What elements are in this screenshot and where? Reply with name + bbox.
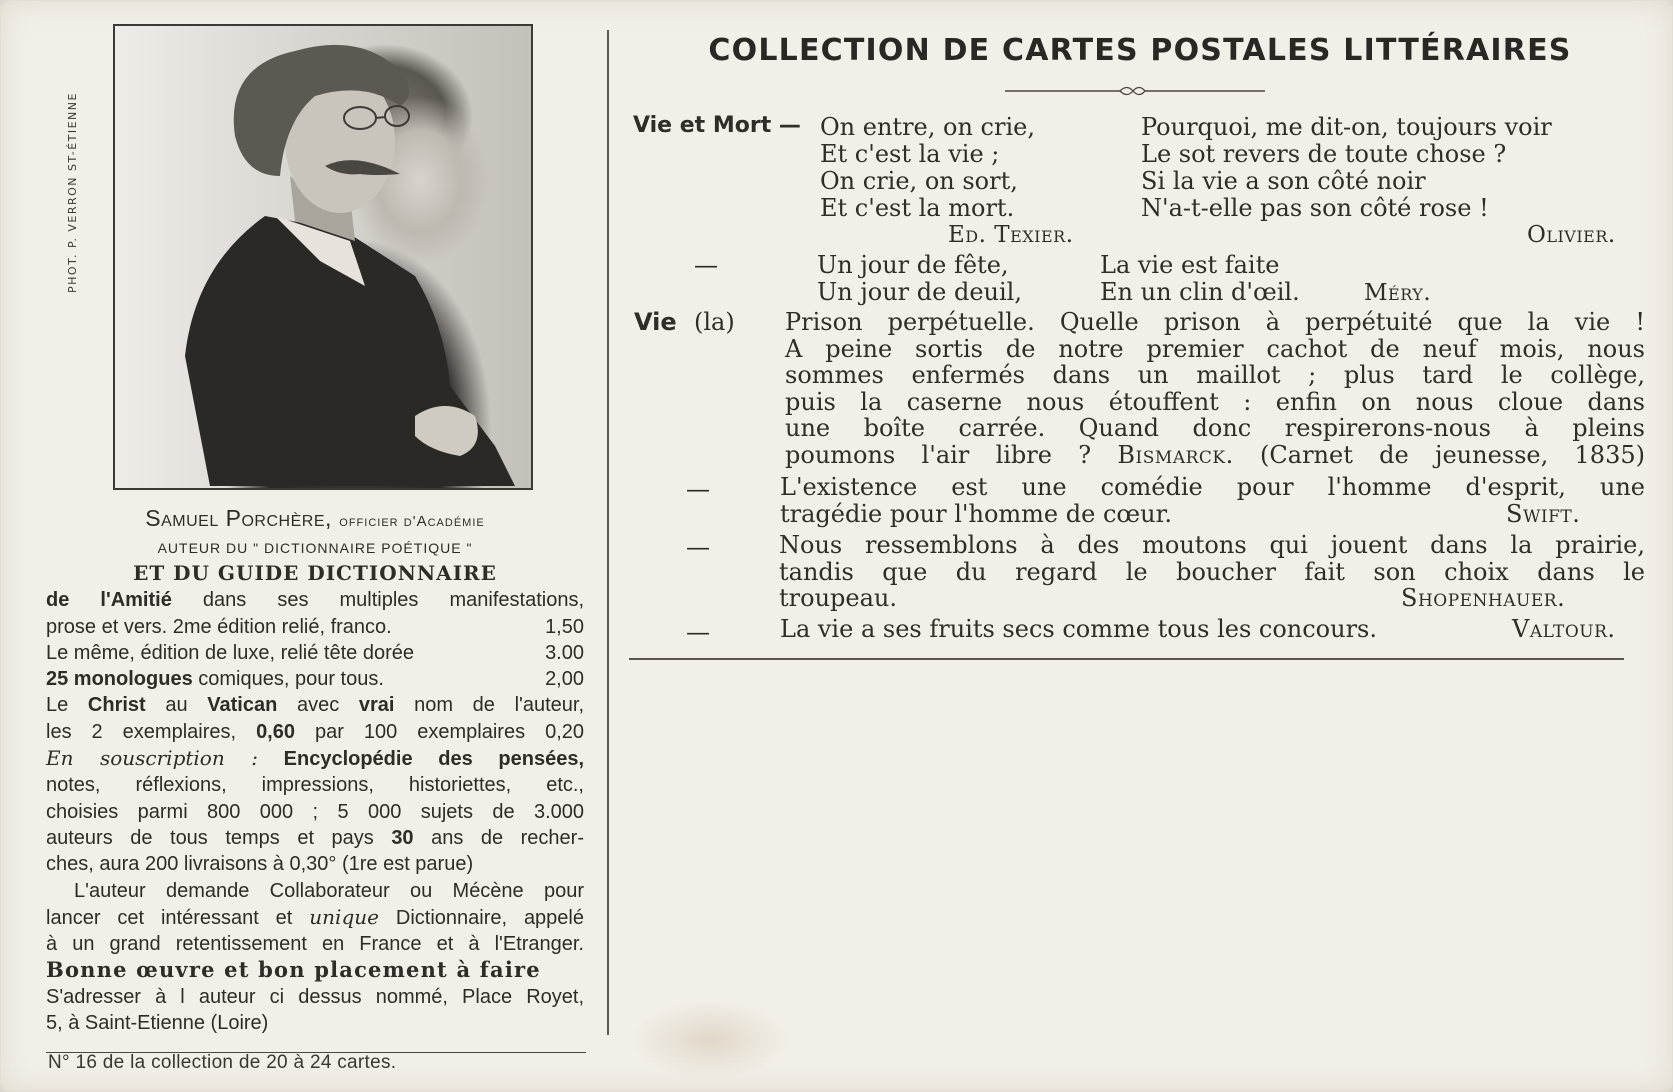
monologues-desc: comiques, pour tous. — [198, 668, 384, 691]
price-item: Le même, édition de luxe, relié tête dorée — [46, 641, 414, 664]
line-saint-etienne: 5, à Saint-Etienne (Loire) — [46, 1012, 269, 1035]
author-shopenhauer: Shopenhauer. — [1401, 584, 1566, 612]
vie-line: Prison perpétuelle. Quelle prison à perpétuité que la vie ! — [785, 308, 1645, 336]
line-auteurs — [46, 825, 584, 851]
author-swift: Swift. — [1506, 499, 1581, 528]
line-christ — [46, 692, 584, 718]
vm-left-line: On crie, on sort, — [820, 167, 1018, 195]
price-row — [46, 640, 584, 666]
vm-left-line: Et c'est la vie ; — [820, 140, 1000, 168]
text-fragment: Dictionnaire, appelé — [395, 906, 584, 929]
fete-line: Un jour de fête, — [817, 251, 1009, 279]
line-amitie — [46, 587, 584, 613]
author-subtitle: AUTEUR DU " DICTIONNAIRE POÉTIQUE " — [157, 540, 473, 557]
amitie-desc: dans ses multiples manifestations, — [202, 589, 584, 612]
author-advertisement — [46, 505, 584, 1036]
swift-line-last — [780, 501, 1645, 528]
line-lancer — [46, 904, 584, 931]
line-exemplaires — [46, 719, 584, 745]
price-value: 2,00 — [545, 668, 584, 691]
photo-credit: PHOT. P. VERRON ST-ÉTIENNE — [66, 92, 79, 293]
text-fragment: unique — [309, 904, 379, 929]
schop-line-last — [779, 585, 1645, 612]
text-fragment: poumons l'air libre ? — [785, 440, 1092, 469]
line-retentissement: à un grand retentissement en France et à l'Etranger. — [46, 933, 584, 956]
line-adresser: S'adresser à l auteur ci dessus nommé, Place Royet, — [46, 985, 584, 1008]
vie-line: A peine sortis de notre premier cachot de neuf mois, nous — [785, 334, 1645, 363]
text-fragment: auteurs de tous temps et pays — [46, 826, 374, 849]
text-fragment: Vatican — [207, 694, 278, 717]
line-notes: notes, réflexions, impressions, historiettes, etc., — [46, 774, 584, 797]
entry-dash: — — [686, 533, 710, 561]
text-fragment: par 100 exemplaires 0,20 — [315, 720, 584, 743]
fete-line: La vie est faite — [1100, 251, 1280, 279]
text-fragment: avec — [296, 694, 340, 717]
swift-line: L'existence est une comédie pour l'homme d'esprit, une — [780, 473, 1645, 501]
text-fragment: Encyclopédie des pensées, — [283, 748, 585, 771]
schop-line: Nous ressemblons à des moutons qui jouent dans la prairie, — [779, 531, 1645, 559]
text-fragment: troupeau. — [779, 584, 897, 612]
column-divider — [607, 30, 609, 1035]
price-value: 1,50 — [545, 615, 584, 638]
text-fragment: Christ — [87, 694, 146, 717]
vm-right-line: N'a-t-elle pas son côté rose ! — [1141, 194, 1489, 222]
text-fragment: tragédie pour l'homme de cœur. — [780, 499, 1173, 528]
vm-right-line: Si la vie a son côté noir — [1141, 167, 1426, 195]
fete-line: En un clin d'œil. — [1100, 278, 1300, 306]
portrait-figure — [115, 26, 531, 488]
fete-line: Un jour de deuil, — [817, 278, 1022, 306]
text-fragment: (Carnet de jeunesse, 1835) — [1260, 440, 1645, 469]
vie-line: une boîte carrée. Quand donc respirerons-nous à pleins — [785, 414, 1645, 442]
right-bottom-divider — [629, 658, 1624, 660]
author-portrait — [113, 24, 533, 490]
text-fragment: Le — [46, 694, 69, 717]
author-name: Samuel Porchère, — [145, 505, 332, 531]
label-vie-et-mort: Vie et Mort — — [633, 113, 801, 138]
amitie-title: de l'Amitié — [46, 589, 172, 612]
author-olivier: Olivier. — [1527, 222, 1616, 248]
vm-left-line: On entre, on crie, — [820, 113, 1035, 141]
collection-title: COLLECTION DE CARTES POSTALES LITTÉRAIRES — [708, 33, 1572, 68]
entry-dash: — — [694, 251, 718, 279]
text-fragment: 0,60 — [256, 720, 295, 743]
text-fragment: au — [165, 694, 188, 717]
guide-heading: ET DU GUIDE DICTIONNAIRE — [133, 561, 497, 586]
vie-line: puis la caserne nous étouffent : enfin on nous cloue dans — [785, 387, 1645, 416]
schopenhauer-paragraph — [779, 532, 1645, 612]
vie-paragraph — [785, 309, 1645, 468]
line-livraisons: ches, aura 200 livraisons à 0,30° (1re est parue) — [46, 853, 474, 876]
author-texier: Ed. Texier. — [948, 222, 1074, 248]
title-ornament — [1005, 84, 1265, 98]
entry-dash: — — [686, 618, 710, 646]
text-fragment: nom de l'auteur, — [414, 694, 584, 717]
price-row — [46, 666, 584, 692]
vie-line: sommes enfermés dans un maillot ; plus tard le collège, — [785, 361, 1645, 389]
line-bonne-oeuvre: Bonne œuvre et bon placement à faire — [46, 957, 541, 983]
vm-right-line: Pourquoi, me dit-on, toujours voir — [1141, 113, 1552, 141]
vm-left-line: Et c'est la mort. — [820, 194, 1015, 222]
price-row — [46, 614, 584, 640]
line-souscription — [46, 745, 584, 772]
text-fragment: vrai — [358, 694, 395, 717]
schop-line: tandis que du regard le boucher fait son choix dans le — [779, 557, 1645, 586]
vie-line-last — [785, 442, 1645, 469]
text-fragment: les 2 exemplaires, — [46, 720, 237, 743]
label-la: (la) — [694, 308, 735, 336]
author-mery: Méry. — [1364, 280, 1432, 306]
swift-paragraph — [780, 474, 1645, 527]
collection-note: N° 16 de la collection de 20 à 24 cartes. — [48, 1052, 397, 1073]
author-title: officier d'Académie — [339, 513, 485, 530]
text-fragment: lancer cet intéressant et — [46, 906, 293, 929]
author-bismarck: Bismarck. — [1117, 440, 1234, 469]
line-choisies: choisies parmi 800 000 ; 5 000 sujets de 3.000 — [46, 800, 584, 823]
price-item: prose et vers. 2me édition relié, franco. — [46, 615, 392, 638]
valtour-line: La vie a ses fruits secs comme tous les concours. — [780, 615, 1377, 643]
paper-stain — [630, 1000, 790, 1080]
entry-dash: — — [686, 475, 710, 503]
price-value: 3.00 — [545, 641, 584, 664]
monologues-title: 25 monologues — [46, 668, 193, 691]
line-collaborateur: L'auteur demande Collaborateur ou Mécène pour — [74, 879, 584, 902]
label-vie: Vie — [634, 308, 677, 336]
author-valtour: Valtour. — [1512, 615, 1616, 643]
text-fragment: En souscription : — [46, 746, 258, 771]
text-fragment: ans de recher- — [431, 826, 584, 849]
author-name-line — [46, 505, 584, 535]
vm-right-line: Le sot revers de toute chose ? — [1141, 140, 1507, 168]
text-fragment: 30 — [391, 826, 414, 849]
